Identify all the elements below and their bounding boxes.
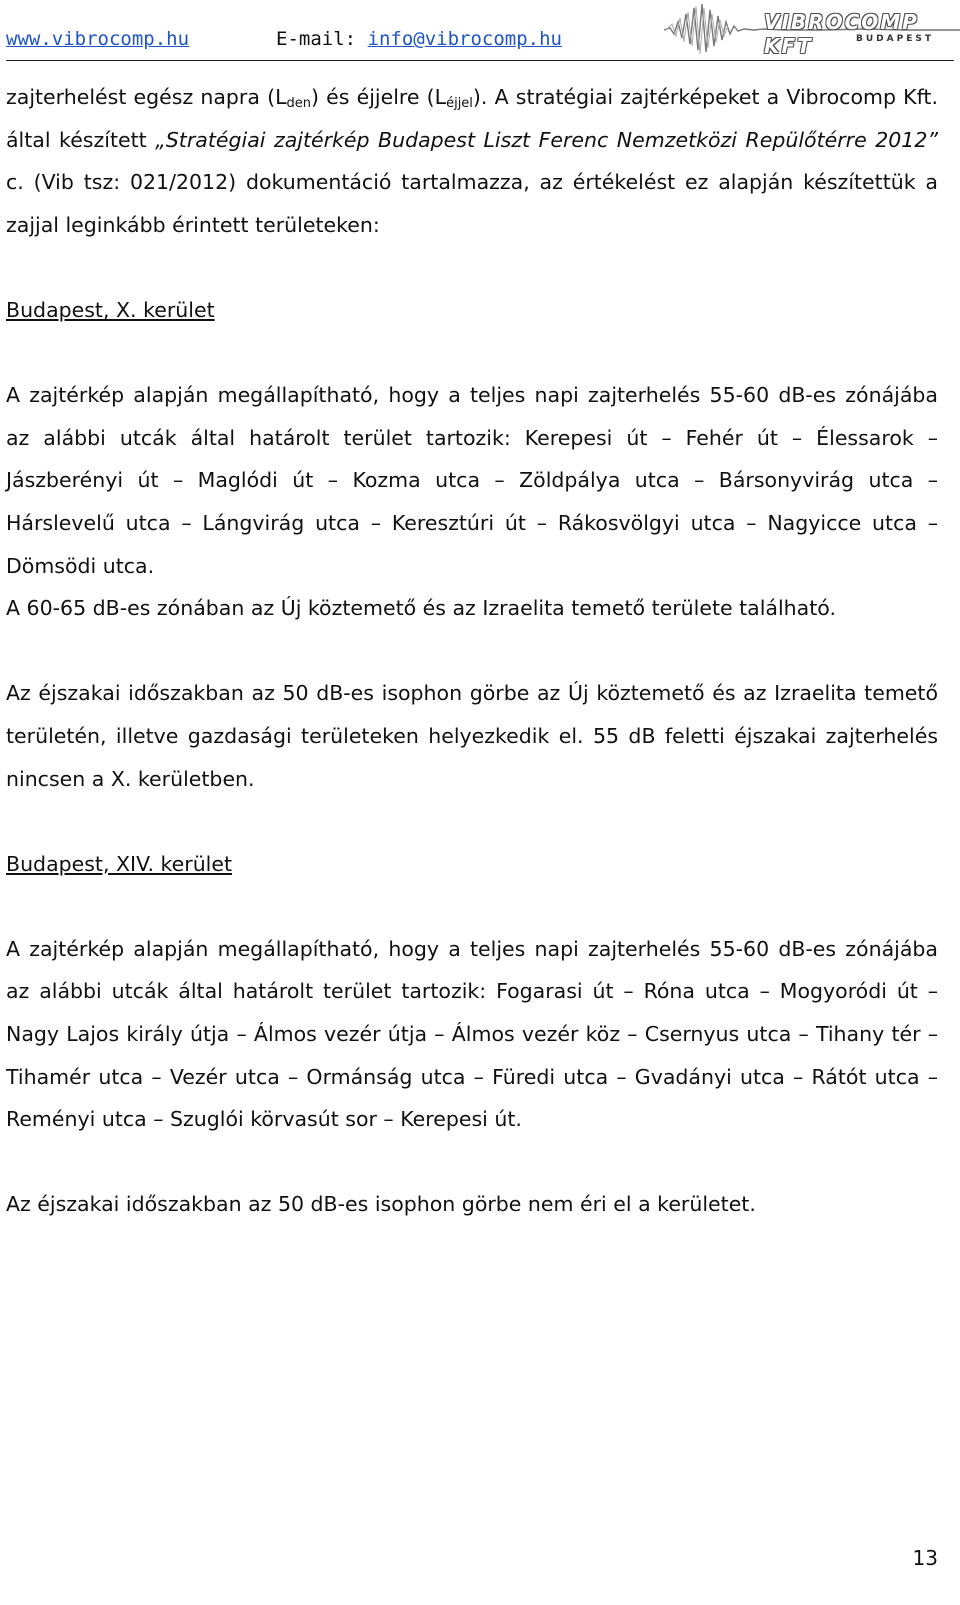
logo-subtext: BUDAPEST <box>856 34 934 44</box>
subscript-den: den <box>286 96 311 111</box>
email-line <box>276 28 562 50</box>
email-label: E-mail: <box>276 28 357 50</box>
subscript-ejjel: éjjel <box>446 96 473 111</box>
logo-text: VIBROCOMP KFT <box>764 10 919 58</box>
document-body <box>6 76 938 1226</box>
section-xiv-paragraph-1: A zajtérkép alapján megállapítható, hogy a teljes napi zajterhelés 55-60 dB-es zónájába az alábbi utcák által határolt terület tartozik: Fogarasi út – Róna utca – Mogyoródi út – Nagy Lajos király útja – Álmos vezér útja – Álmos vezér köz – Csernyus utca – Tihany tér – Tihamér utca – Vezér utca – Ormánság utca – Füredi utca – Gvadányi utca – Rátót utca – Reményi utca – Szuglói körvasút sor – Kerepesi út. <box>6 936 938 1132</box>
intro-text-1: zajterhelést egész napra (L <box>6 85 287 109</box>
website-link[interactable]: www.vibrocomp.hu <box>6 28 190 50</box>
page-header <box>0 0 960 62</box>
intro-paragraph <box>6 76 938 246</box>
document-title-italic: „Stratégiai zajtérkép Budapest Liszt Ferenc Nemzetközi Repülőtérre 2012” <box>155 127 938 152</box>
section-x-paragraph-1: A zajtérkép alapján megállapítható, hogy a teljes napi zajterhelés 55-60 dB-es zónájába az alábbi utcák által határolt terület tartozik: Kerepesi út – Fehér út – Élessarok – Jászberényi út – Maglódi út – Kozma utca – Zöldpálya utca – Bársonyvirág utca – Hárslevelű utca – Lángvirág utca – Keresztúri út – Rákosvölgyi utca – Nagyicce utca – Dömsödi utca. <box>6 383 938 578</box>
intro-text-2: ) és éjjelre (L <box>311 85 447 109</box>
vibrocomp-logo <box>664 0 960 58</box>
section-xiv-paragraph-2: Az éjszakai időszakban az 50 dB-es isophon görbe nem éri el a kerületet. <box>6 1192 756 1217</box>
intro-text-4: c. (Vib tsz: 021/2012) dokumentáció tartalmazza, az értékelést ez alapján készítettük a zajjal leginkább érintett területeken: <box>6 170 938 237</box>
section-x-paragraph-3: Az éjszakai időszakban az 50 dB-es isophon görbe az Új köztemető és az Izraelita temető területén, illetve gazdasági területeken helyezkedik el. 55 dB feletti éjszakai zajterhelés nincsen a X. kerületben. <box>6 681 938 791</box>
page-number: 13 <box>912 1546 938 1570</box>
intro-text-3: ). A stratégiai zajtérképeket a Vibrocomp Kft. által készített <box>6 85 938 152</box>
header-divider <box>6 60 954 61</box>
section-heading-x: Budapest, X. kerület <box>6 297 215 322</box>
email-link[interactable]: info@vibrocomp.hu <box>367 28 562 50</box>
section-x-paragraph-2: A 60-65 dB-es zónában az Új köztemető és az Izraelita temető területe található. <box>6 596 836 621</box>
section-heading-xiv: Budapest, XIV. kerület <box>6 851 233 876</box>
